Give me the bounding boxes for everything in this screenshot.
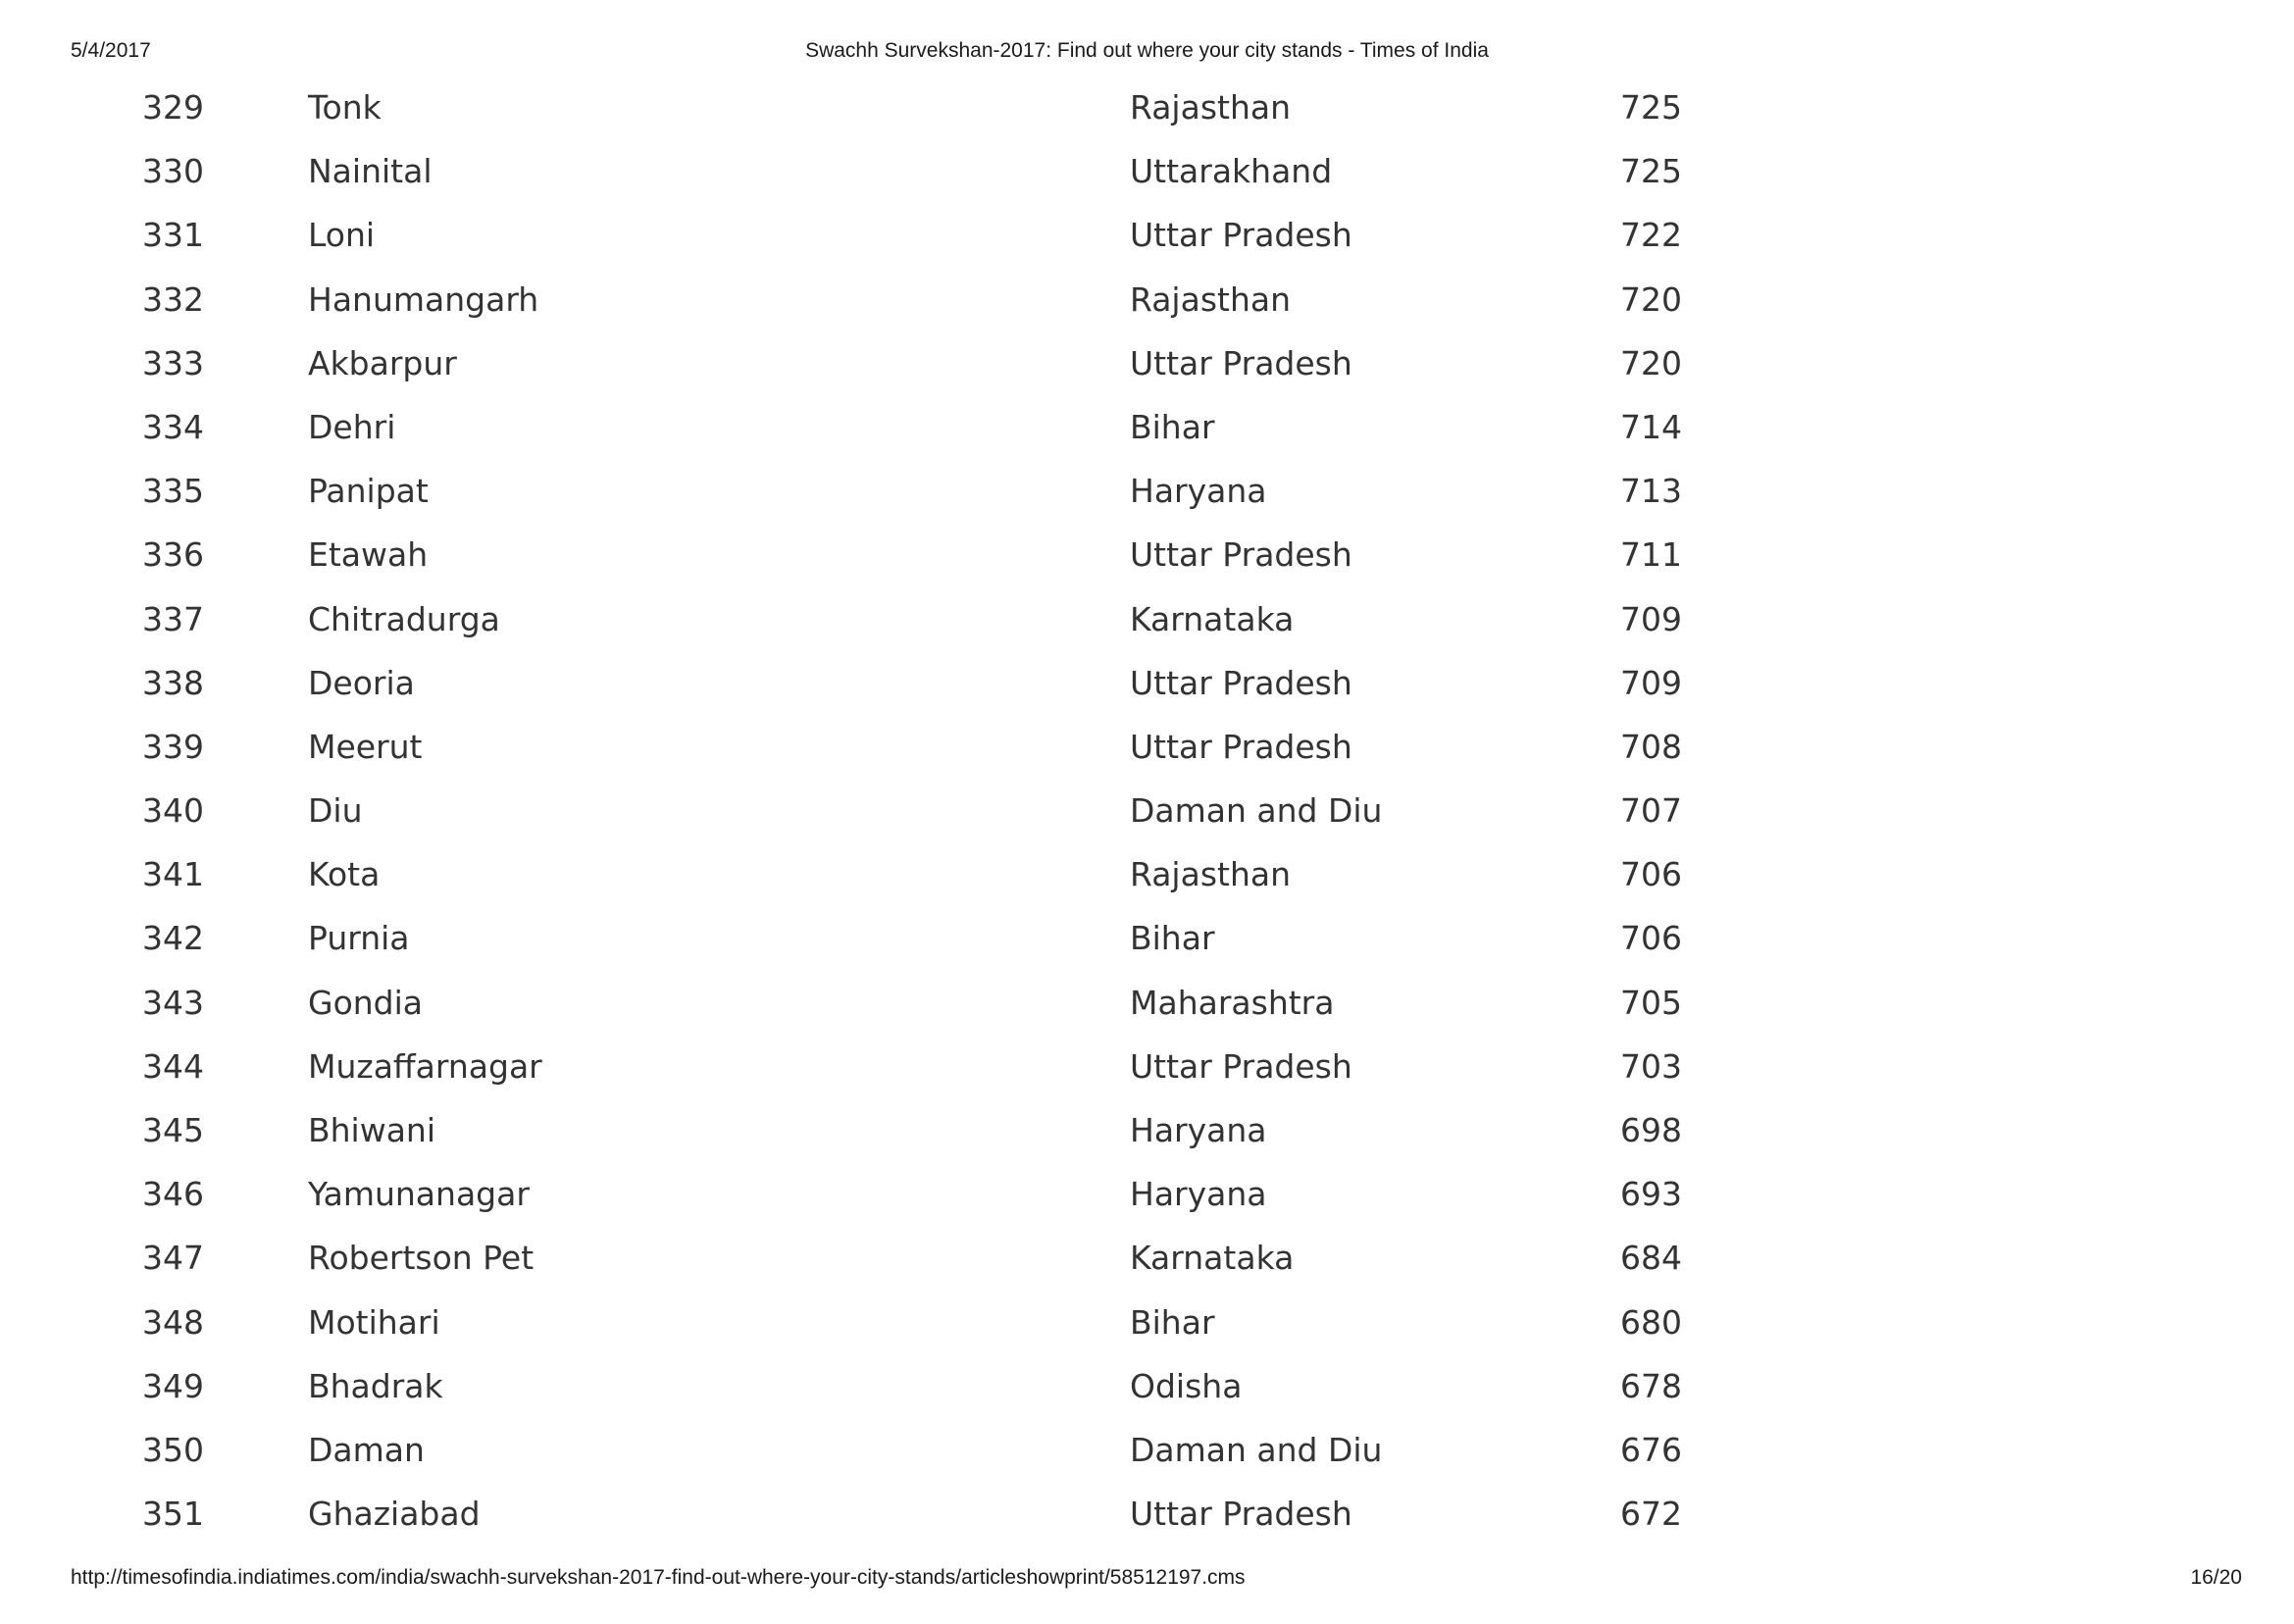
state-cell: Daman and Diu	[1130, 791, 1383, 831]
state-cell: Uttar Pradesh	[1130, 1495, 1352, 1534]
ranking-table	[0, 80, 2294, 1550]
state-cell: Rajasthan	[1130, 88, 1292, 127]
rank-cell: 345	[142, 1111, 204, 1149]
table-row	[0, 1359, 2294, 1423]
state-cell: Uttar Pradesh	[1130, 727, 1352, 766]
city-cell: Bhadrak	[308, 1366, 443, 1405]
city-cell: Motihari	[308, 1302, 440, 1342]
state-cell: Haryana	[1130, 1111, 1267, 1149]
score-cell: 698	[1620, 1111, 1682, 1149]
state-cell: Daman and Diu	[1130, 1430, 1383, 1469]
score-cell: 725	[1620, 88, 1682, 127]
table-row	[0, 464, 2294, 528]
rank-cell: 346	[142, 1175, 204, 1214]
city-cell: Robertson Pet	[308, 1239, 535, 1278]
state-cell: Uttar Pradesh	[1130, 663, 1352, 702]
state-cell: Rajasthan	[1130, 279, 1292, 319]
score-cell: 725	[1620, 152, 1682, 191]
table-row	[0, 592, 2294, 656]
score-cell: 722	[1620, 216, 1682, 255]
score-cell: 709	[1620, 663, 1682, 702]
table-row	[0, 273, 2294, 336]
rank-cell: 339	[142, 727, 204, 766]
rank-cell: 348	[142, 1302, 204, 1342]
score-cell: 706	[1620, 855, 1682, 894]
rank-cell: 337	[142, 599, 204, 638]
rank-cell: 329	[142, 88, 204, 127]
table-row	[0, 1423, 2294, 1487]
table-row	[0, 784, 2294, 847]
rank-cell: 351	[142, 1495, 204, 1534]
score-cell: 709	[1620, 599, 1682, 638]
table-row	[0, 208, 2294, 272]
state-cell: Bihar	[1130, 1302, 1215, 1342]
score-cell: 705	[1620, 983, 1682, 1022]
state-cell: Uttar Pradesh	[1130, 1046, 1352, 1086]
score-cell: 703	[1620, 1046, 1682, 1086]
table-row	[0, 1167, 2294, 1231]
city-cell: Ghaziabad	[308, 1495, 481, 1534]
city-cell: Akbarpur	[308, 343, 457, 382]
table-row	[0, 400, 2294, 464]
city-cell: Etawah	[308, 535, 429, 575]
city-cell: Diu	[308, 791, 363, 831]
rank-cell: 333	[142, 343, 204, 382]
city-cell: Nainital	[308, 152, 433, 191]
rank-cell: 331	[142, 216, 204, 255]
rank-cell: 338	[142, 663, 204, 702]
state-cell: Uttarakhand	[1130, 152, 1333, 191]
state-cell: Maharashtra	[1130, 983, 1335, 1022]
state-cell: Karnataka	[1130, 599, 1295, 638]
rank-cell: 342	[142, 919, 204, 958]
state-cell: Odisha	[1130, 1366, 1243, 1405]
rank-cell: 349	[142, 1366, 204, 1405]
city-cell: Yamunanagar	[308, 1175, 530, 1214]
score-cell: 714	[1620, 407, 1682, 446]
rank-cell: 347	[142, 1239, 204, 1278]
city-cell: Kota	[308, 855, 381, 894]
rank-cell: 332	[142, 279, 204, 319]
state-cell: Uttar Pradesh	[1130, 343, 1352, 382]
score-cell: 708	[1620, 727, 1682, 766]
table-row	[0, 847, 2294, 911]
rank-cell: 330	[142, 152, 204, 191]
city-cell: Muzaffarnagar	[308, 1046, 542, 1086]
score-cell: 680	[1620, 1302, 1682, 1342]
table-row	[0, 656, 2294, 720]
city-cell: Gondia	[308, 983, 424, 1022]
page-title: Swachh Survekshan-2017: Find out where your city stands - Times of India	[805, 39, 1489, 62]
rank-cell: 350	[142, 1430, 204, 1469]
rank-cell: 344	[142, 1046, 204, 1086]
table-row	[0, 1295, 2294, 1359]
city-cell: Chitradurga	[308, 599, 500, 638]
state-cell: Rajasthan	[1130, 855, 1292, 894]
table-row	[0, 1103, 2294, 1167]
table-row	[0, 911, 2294, 975]
table-row	[0, 720, 2294, 784]
state-cell: Haryana	[1130, 472, 1267, 511]
score-cell: 706	[1620, 919, 1682, 958]
state-cell: Bihar	[1130, 919, 1215, 958]
score-cell: 672	[1620, 1495, 1682, 1534]
table-row	[0, 1040, 2294, 1103]
score-cell: 711	[1620, 535, 1682, 575]
print-footer	[0, 1566, 2294, 1596]
city-cell: Purnia	[308, 919, 410, 958]
rank-cell: 335	[142, 472, 204, 511]
table-row	[0, 528, 2294, 591]
table-row	[0, 976, 2294, 1040]
state-cell: Haryana	[1130, 1175, 1267, 1214]
city-cell: Loni	[308, 216, 376, 255]
city-cell: Daman	[308, 1430, 425, 1469]
score-cell: 720	[1620, 279, 1682, 319]
city-cell: Tonk	[308, 88, 382, 127]
state-cell: Uttar Pradesh	[1130, 535, 1352, 575]
score-cell: 684	[1620, 1239, 1682, 1278]
rank-cell: 341	[142, 855, 204, 894]
city-cell: Hanumangarh	[308, 279, 539, 319]
city-cell: Deoria	[308, 663, 415, 702]
state-cell: Uttar Pradesh	[1130, 216, 1352, 255]
table-row	[0, 336, 2294, 400]
score-cell: 678	[1620, 1366, 1682, 1405]
city-cell: Panipat	[308, 472, 429, 511]
score-cell: 693	[1620, 1175, 1682, 1214]
state-cell: Karnataka	[1130, 1239, 1295, 1278]
page-number: 16/20	[2190, 1566, 2242, 1589]
score-cell: 713	[1620, 472, 1682, 511]
table-row	[0, 1487, 2294, 1550]
city-cell: Bhiwani	[308, 1111, 436, 1149]
score-cell: 707	[1620, 791, 1682, 831]
score-cell: 676	[1620, 1430, 1682, 1469]
table-row	[0, 144, 2294, 208]
page-url: http://timesofindia.indiatimes.com/india/swachh-survekshan-2017-find-out-where-your-city-stands/articleshowprint/58512197.cms	[71, 1566, 1246, 1589]
print-header	[0, 39, 2294, 69]
table-row	[0, 1231, 2294, 1294]
score-cell: 720	[1620, 343, 1682, 382]
rank-cell: 343	[142, 983, 204, 1022]
rank-cell: 340	[142, 791, 204, 831]
table-row	[0, 80, 2294, 144]
print-date: 5/4/2017	[71, 39, 151, 62]
rank-cell: 334	[142, 407, 204, 446]
city-cell: Meerut	[308, 727, 423, 766]
city-cell: Dehri	[308, 407, 396, 446]
state-cell: Bihar	[1130, 407, 1215, 446]
rank-cell: 336	[142, 535, 204, 575]
